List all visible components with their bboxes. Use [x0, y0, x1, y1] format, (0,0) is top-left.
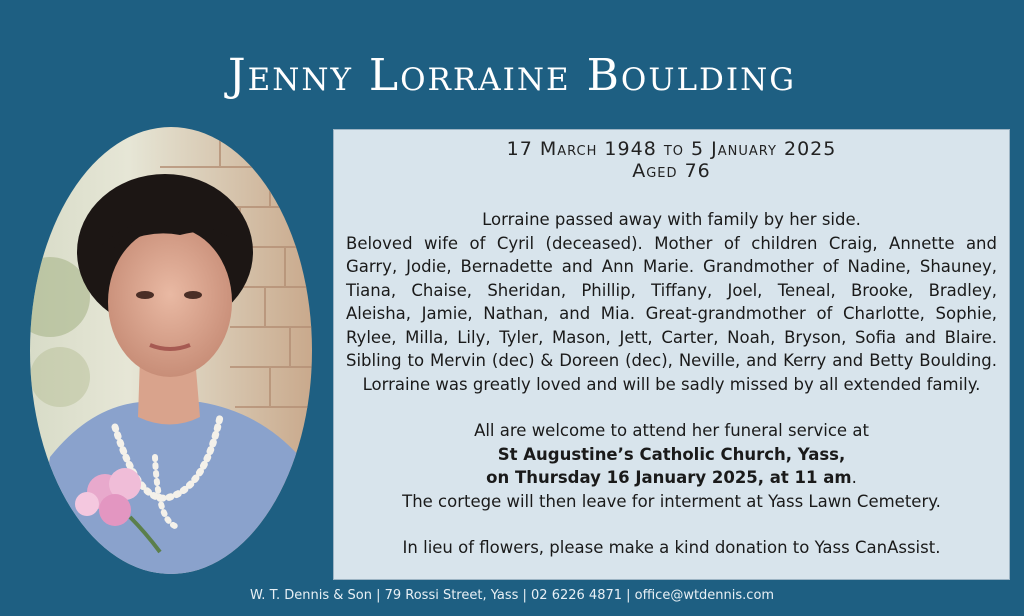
age: Aged 76: [632, 160, 711, 182]
service-intro: All are welcome to attend her funeral service at: [474, 421, 869, 440]
service-time-line: [346, 466, 997, 490]
family-line-4: Aleisha, Jamie, Nathan, and Mia. Great-grandmother of Charlotte, Sophie,: [346, 304, 997, 323]
family-line-3: Tiana, Chaise, Sheridan, Phillip, Tiffany, Joel, Teneal, Brooke, Bradley,: [346, 280, 997, 300]
family-line-5: Rylee, Milla, Lily, Tyler, Mason, Jett, Carter, Noah, Bryson, Sofia and Blaire.: [346, 327, 997, 347]
funeral-director-footer: W. T. Dennis & Son | 79 Rossi Street, Yass | 02 6226 4871 | office@wtdennis.com: [249, 588, 775, 603]
family-line-1: Beloved wife of Cyril (deceased). Mother of children Craig, Annette and: [346, 233, 997, 253]
donation-line: In lieu of flowers, please make a kind donation to Yass CanAssist.: [402, 538, 941, 557]
service-venue: St Augustine’s Catholic Church, Yass,: [497, 444, 846, 464]
notice-panel: [333, 129, 1010, 580]
family-line-6: Sibling to Mervin (dec) & Doreen (dec), Neville, and Kerry and Betty Boulding.: [346, 351, 997, 370]
service-time-period: .: [851, 468, 857, 487]
notice-text: [334, 208, 1009, 560]
loved-line: Lorraine was greatly loved and will be sadly missed by all extended family.: [362, 374, 981, 394]
cortege-line: The cortege will then leave for interment at Yass Lawn Cemetery.: [402, 491, 941, 511]
life-dates: 17 March 1948 to 5 January 2025: [506, 138, 837, 160]
passing-line: Lorraine passed away with family by her side.: [482, 210, 861, 229]
portrait-photo: [30, 127, 312, 574]
family-line-2: Garry, Jodie, Bernadette and Ann Marie. Grandmother of Nadine, Shauney,: [346, 257, 997, 276]
service-time: on Thursday 16 January 2025, at 11 am: [486, 468, 852, 487]
deceased-name: Jenny Lorraine Boulding: [227, 50, 797, 101]
